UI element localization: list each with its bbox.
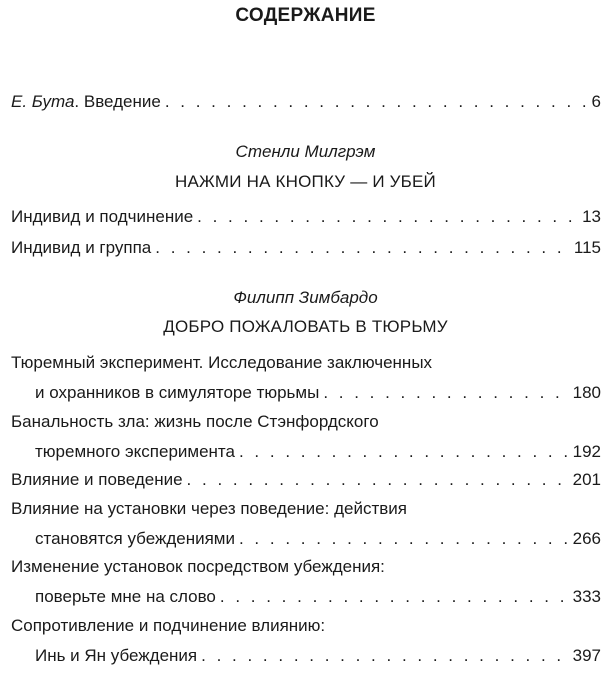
dot-leader <box>197 207 578 227</box>
entry-label-line2: и охранников в симуляторе тюрьмы <box>35 383 320 402</box>
page-number: 13 <box>582 207 601 226</box>
dot-leader <box>165 92 588 112</box>
section-author: Стенли Милгрэм <box>235 142 376 161</box>
page-number: 115 <box>573 238 601 257</box>
page-number: 333 <box>572 587 601 606</box>
intro-separator: . <box>74 92 84 111</box>
dot-leader <box>187 470 569 490</box>
section-author: Филипп Зимбардо <box>233 288 378 307</box>
page-number: 266 <box>572 529 601 548</box>
entry-label <box>11 92 161 112</box>
toc-entry[interactable] <box>11 616 601 666</box>
intro-author: Е. Бута <box>11 92 75 111</box>
dot-leader <box>201 646 568 666</box>
page-number: 201 <box>572 470 601 489</box>
entry-label-line1: Банальность зла: жизнь после Стэнфордского <box>11 412 379 431</box>
intro-label: Введение <box>83 92 161 111</box>
toc-entry[interactable] <box>11 470 601 490</box>
entry-label-line2: поверьте мне на слово <box>35 587 216 606</box>
toc-entry[interactable] <box>11 238 601 258</box>
page-number: 192 <box>572 442 601 461</box>
dot-leader <box>239 442 569 462</box>
entry-label: Индивид и группа <box>11 238 152 257</box>
toc-entry[interactable] <box>11 557 601 607</box>
entry-label-line1: Изменение установок посредством убеждения: <box>11 557 385 576</box>
dot-leader <box>323 383 568 403</box>
toc-entry[interactable] <box>11 412 601 462</box>
dot-leader <box>239 529 569 549</box>
toc-title: СОДЕРЖАНИЕ <box>235 5 376 26</box>
section-title: НАЖМИ НА КНОПКУ — И УБЕЙ <box>175 172 436 191</box>
entry-label: Индивид и подчинение <box>11 207 194 226</box>
entry-label: Влияние и поведение <box>11 470 183 489</box>
dot-leader <box>220 587 569 607</box>
section-title: ДОБРО ПОЖАЛОВАТЬ В ТЮРЬМУ <box>163 317 448 336</box>
entry-label-line2: Инь и Ян убеждения <box>35 646 198 665</box>
dot-leader <box>155 238 570 258</box>
page-number: 180 <box>572 383 601 402</box>
toc-entry[interactable] <box>11 499 601 549</box>
entry-label-line1: Сопротивление и подчинение влиянию: <box>11 616 326 635</box>
page-number: 397 <box>572 646 601 665</box>
entry-label-line1: Тюремный эксперимент. Исследование заключенных <box>11 353 433 372</box>
toc-entry[interactable] <box>11 353 601 403</box>
entry-label-line2: тюремного эксперимента <box>35 442 235 461</box>
page-number: 6 <box>591 92 601 111</box>
toc-entry-intro[interactable] <box>11 92 601 112</box>
entry-label-line2: становятся убеждениями <box>35 529 235 548</box>
entry-label-line1: Влияние на установки через поведение: действия <box>11 499 407 518</box>
toc-entry[interactable] <box>11 207 601 227</box>
